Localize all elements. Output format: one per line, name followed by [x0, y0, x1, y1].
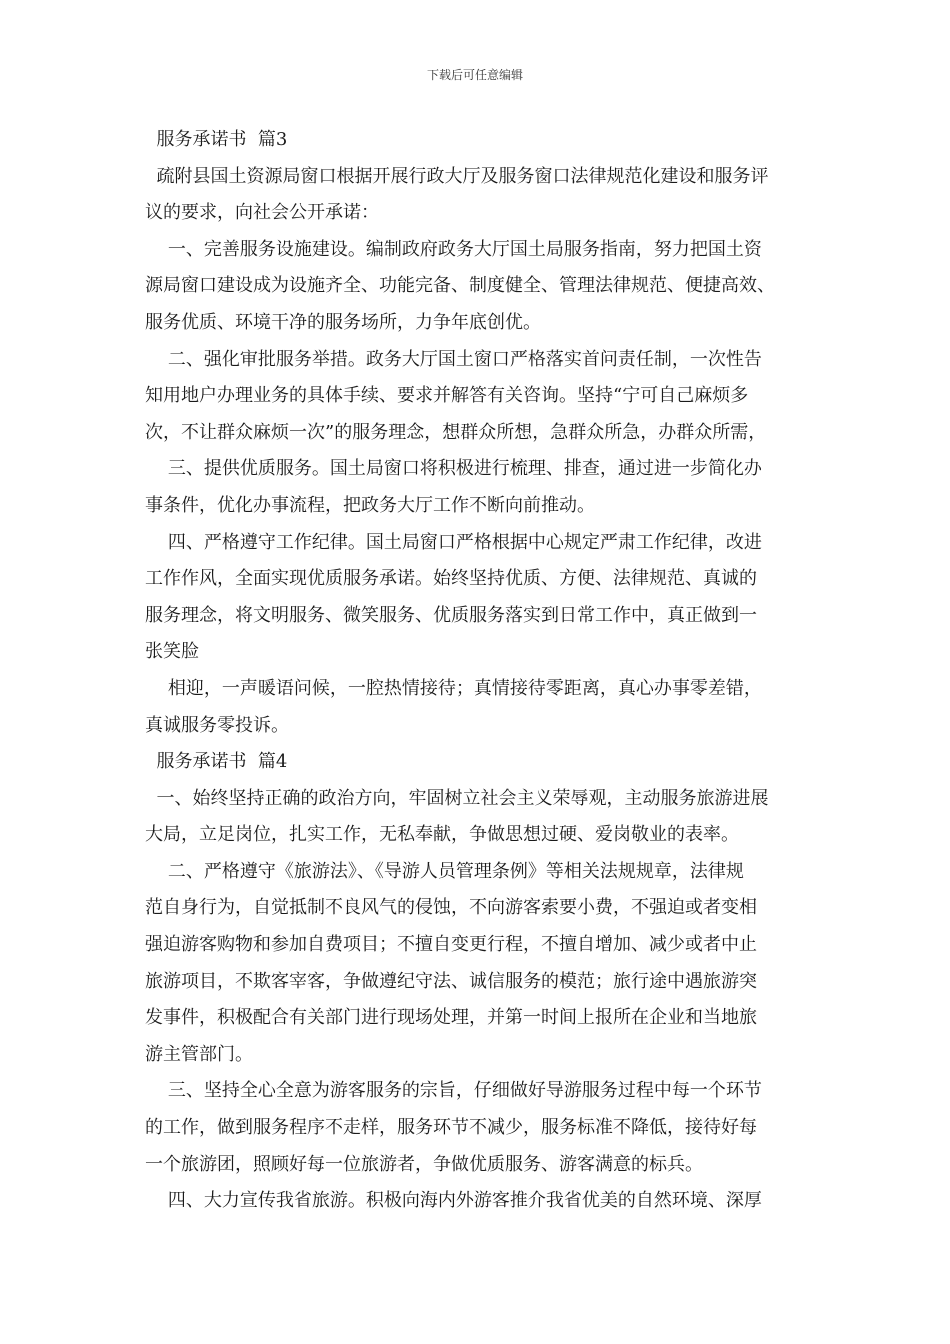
text-line: 三、坚持全心全意为游客服务的宗旨，仔细做好导游服务过程中每一个环节 [145, 1080, 762, 1102]
text-line: 大局，立足岗位，扎实工作，无私奉献，争做思想过硬、爱岗敬业的表率。 [145, 824, 739, 846]
text-line: 强迫游客购物和参加自费项目；不擅自变更行程，不擅自增加、减少或者中止 [145, 934, 757, 956]
text-line: 疏附县国土资源局窗口根据开展行政大厅及服务窗口法律规范化建设和服务评 [145, 165, 769, 187]
text-line: 一、始终坚持正确的政治方向，牢固树立社会主义荣辱观，主动服务旅游进展 [145, 787, 769, 809]
text-line: 服务优质、环境干净的服务场所，力争年底创优。 [145, 311, 541, 333]
document-body [145, 122, 825, 1220]
text-line: 一个旅游团，照顾好每一位旅游者，争做优质服务、游客满意的标兵。 [145, 1153, 703, 1175]
page-header: 下载后可任意编辑 [426, 68, 523, 82]
text-line: 三、提供优质服务。国土局窗口将积极进行梳理、排查，通过进一步简化办 [145, 458, 762, 480]
text-line: 服务理念，将文明服务、微笑服务、优质服务落实到日常工作中，真正做到一 [145, 604, 757, 626]
text-line: 次，不让群众麻烦一次”的服务理念，想群众所想，急群众所急，办群众所需， [145, 421, 767, 443]
text-line: 工作作风，全面实现优质服务承诺。始终坚持优质、方便、法律规范、真诚的 [145, 568, 757, 590]
text-line: 四、严格遵守工作纪律。国土局窗口严格根据中心规定严肃工作纪律，改进 [145, 531, 762, 553]
text-line: 发事件，积极配合有关部门进行现场处理，并第一时间上报所在企业和当地旅 [145, 1007, 757, 1029]
text-line: 二、严格遵守《旅游法》、《导游人员管理条例》等相关法规规章，法律规 [145, 860, 744, 882]
text-line: 议的要求，向社会公开承诺： [145, 202, 379, 224]
text-line: 知用地户办理业务的具体手续、要求并解答有关咨询。坚持“宁可自己麻烦多 [145, 385, 749, 407]
text-line: 的工作，做到服务程序不走样，服务环节不减少，服务标准不降低，接待好每 [145, 1117, 757, 1139]
text-line: 服务承诺书 篇4 [145, 751, 288, 773]
text-line: 事条件，优化办事流程，把政务大厅工作不断向前推动。 [145, 494, 595, 516]
text-line: 一、完善服务设施建设。编制政府政务大厅国土局服务指南，努力把国土资 [145, 238, 762, 260]
text-line: 四、大力宣传我省旅游。积极向海内外游客推介我省优美的自然环境、深厚 [145, 1190, 762, 1212]
text-line: 服务承诺书 篇3 [145, 129, 288, 150]
text-line: 旅游项目，不欺客宰客，争做遵纪守法、诚信服务的模范；旅行途中遇旅游突 [145, 970, 757, 992]
text-line: 相迎，一声暖语问候，一腔热情接待；真情接待零距离，真心办事零差错， [145, 677, 762, 699]
text-line: 二、强化审批服务举措。政务大厅国土窗口严格落实首问责任制，一次性告 [145, 348, 762, 370]
text-line: 源局窗口建设成为设施齐全、功能完备、制度健全、管理法律规范、便捷高效、 [145, 275, 775, 297]
text-line: 游主管部门。 [145, 1043, 253, 1065]
text-line: 真诚服务零投诉。 [145, 714, 289, 736]
text-line: 张笑脸 [145, 641, 199, 663]
text-line: 范自身行为，自觉抵制不良风气的侵蚀，不向游客索要小费，不强迫或者变相 [145, 897, 757, 919]
